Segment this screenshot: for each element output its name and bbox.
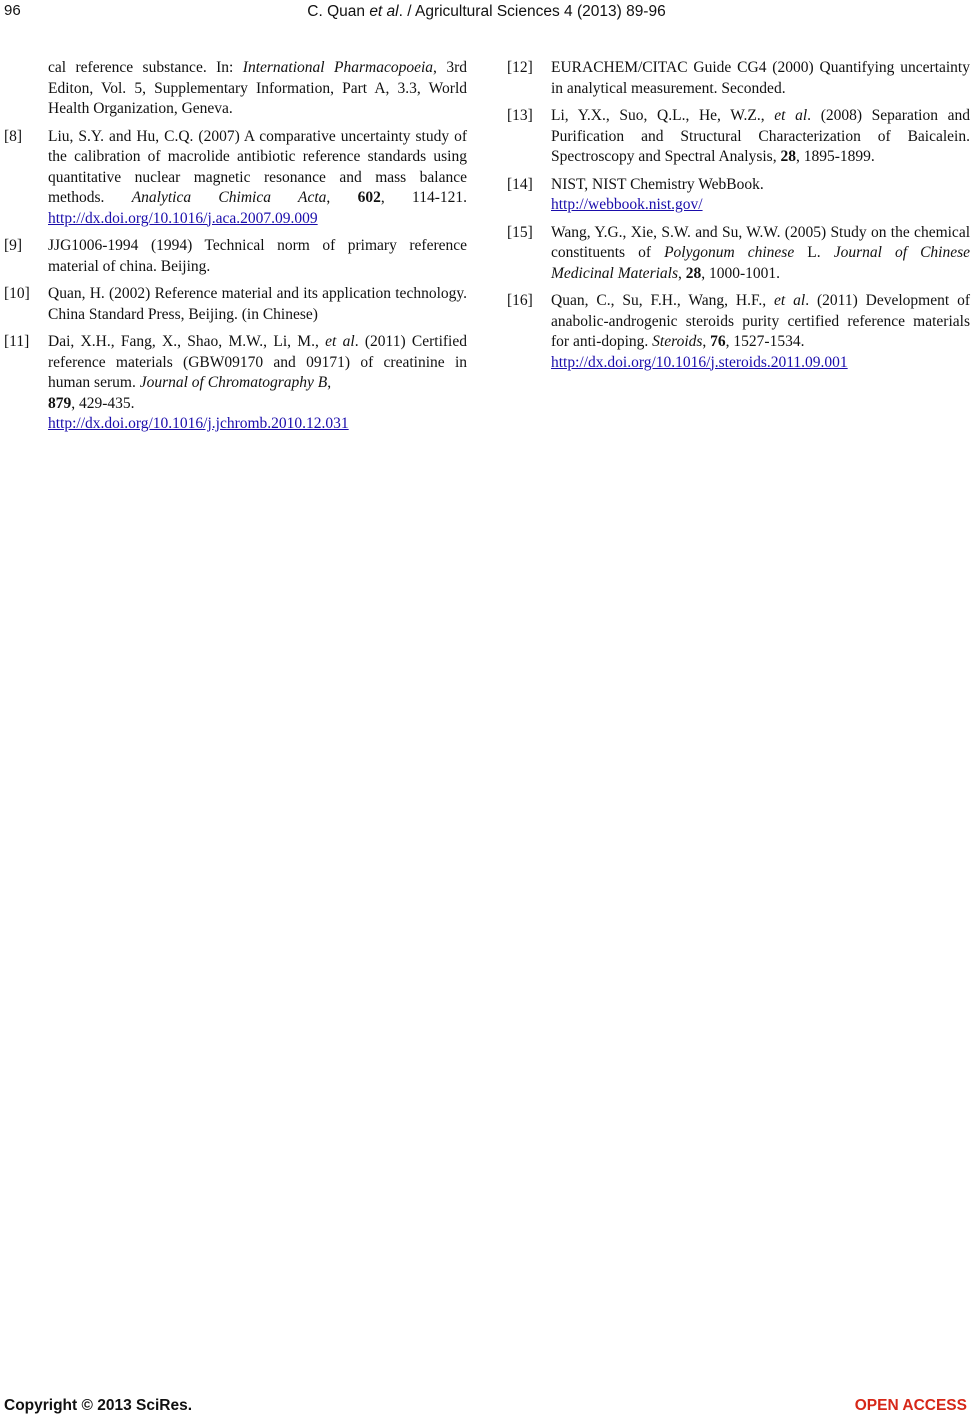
copyright-notice: Copyright © 2013 SciRes.: [4, 1397, 193, 1414]
ref-text: EURACHEM/CITAC Guide CG4 (2000) Quantifying uncertainty in analytical measurement. Seconded.: [551, 59, 970, 97]
ref-journal: Journal of Chromatography B: [139, 374, 328, 391]
ref-pages: , 1895-1899.: [795, 148, 875, 165]
ref-journal: Analytica Chimica Acta: [131, 189, 327, 206]
ref-number: [8]: [4, 127, 23, 145]
doi-link[interactable]: http://dx.doi.org/10.1016/j.aca.2007.09.009: [48, 209, 318, 227]
reference-7-continuation: [4, 58, 467, 120]
ref-number: [9]: [4, 237, 23, 254]
ref-volume: 76: [710, 333, 726, 350]
left-column: [4, 58, 467, 442]
ref-etal: et al: [774, 292, 806, 309]
ref-text: Quan, H. (2002) Reference material and its application technology. China Standard Press, Beijing. (in Chinese): [48, 285, 467, 323]
ref-text: . (2011) Certified reference materials (GBW09170 and 09171) of creatinine in human serum.: [48, 333, 467, 391]
ref-text: Li, Y.X., Suo, Q.L., He, W.Z.,: [551, 107, 775, 124]
ref-number: [15]: [507, 223, 533, 241]
ref-text: cal reference substance. In:: [48, 59, 243, 76]
ref-pages: , 429-435.: [71, 394, 135, 412]
ref-journal: Steroids: [652, 333, 703, 350]
page-number: 96: [4, 2, 21, 19]
reference-10: [4, 284, 467, 325]
reference-11: [4, 332, 467, 435]
running-head-authors: C. Quan: [307, 3, 370, 20]
ref-journal: Journal of Chinese Medicinal Materials: [551, 244, 971, 282]
reference-9: [4, 236, 467, 277]
ref-number: [13]: [507, 107, 533, 124]
ref-sep: ,: [327, 374, 332, 391]
reference-8: [4, 127, 467, 230]
ref-number: [10]: [4, 285, 30, 302]
ref-number: [16]: [507, 292, 533, 309]
reference-14: [507, 175, 970, 216]
reference-16: [507, 291, 970, 373]
doi-link[interactable]: http://dx.doi.org/10.1016/j.jchromb.2010.12.031: [48, 415, 349, 432]
doi-link[interactable]: http://dx.doi.org/10.1016/j.steroids.2011.09.001: [551, 353, 848, 371]
ref-sep: ,: [678, 264, 686, 282]
ref-number: [14]: [507, 175, 533, 193]
running-head: [0, 3, 973, 21]
ref-etal: et al: [325, 333, 355, 350]
ref-volume: 602: [357, 189, 381, 206]
ref-text: Dai, X.H., Fang, X., Shao, M.W., Li, M.,: [48, 333, 326, 350]
ref-text: . (2011) Development of anabolic-androgenic steroids purity certified reference materials for anti-doping.: [551, 292, 971, 350]
ref-text: Liu, S.Y. and Hu, C.Q. (2007) A comparative uncertainty study of the calibration of macrolide antibiotic reference standards using quantitative nuclear magnetic resonance and mass balance methods.: [48, 127, 467, 206]
ref-text: JJG1006-1994 (1994) Technical norm of primary reference material of china. Beijing.: [48, 237, 467, 275]
ref-text: , 3rd Editon, Vol. 5, Supplementary Information, Part A, 3.3, World Health Organization, Geneva.: [48, 59, 467, 117]
ref-text: Wang, Y.G., Xie, S.W. and Su, W.W. (2005) Study on the chemical constituents of: [551, 223, 970, 261]
ref-etal: et al: [774, 107, 808, 124]
ref-text: NIST, NIST Chemistry WebBook.: [551, 175, 764, 193]
reference-15: [507, 223, 970, 285]
right-column: [507, 58, 970, 380]
running-head-etal: et al: [369, 3, 399, 20]
open-access-label: OPEN ACCESS: [854, 1397, 967, 1414]
ref-number: [11]: [4, 333, 30, 350]
ref-number: [12]: [507, 59, 533, 76]
doi-link[interactable]: http://webbook.nist.gov/: [551, 196, 703, 213]
ref-species: Polygonum chinese: [664, 244, 795, 261]
ref-text: L.: [794, 244, 834, 261]
ref-sep: ,: [326, 189, 358, 206]
ref-volume: 28: [780, 148, 796, 165]
reference-12: [507, 58, 970, 99]
ref-pages: , 114-121.: [380, 189, 468, 206]
ref-journal: International Pharmacopoeia: [242, 59, 434, 76]
ref-sep: ,: [702, 333, 711, 350]
ref-pages: , 1527-1534.: [725, 333, 805, 350]
reference-13: [507, 106, 970, 168]
running-head-journal: . / Agricultural Sciences 4 (2013) 89-96: [398, 3, 666, 20]
ref-volume: 879: [48, 394, 72, 412]
ref-pages: , 1000-1001.: [701, 264, 781, 282]
ref-text: Quan, C., Su, F.H., Wang, H.F.,: [551, 292, 775, 309]
ref-text: . (2008) Separation and Purification and Structural Characterization of Baicalein. Spectroscopy and Spectral Analysis,: [551, 107, 970, 165]
ref-volume: 28: [685, 264, 702, 282]
